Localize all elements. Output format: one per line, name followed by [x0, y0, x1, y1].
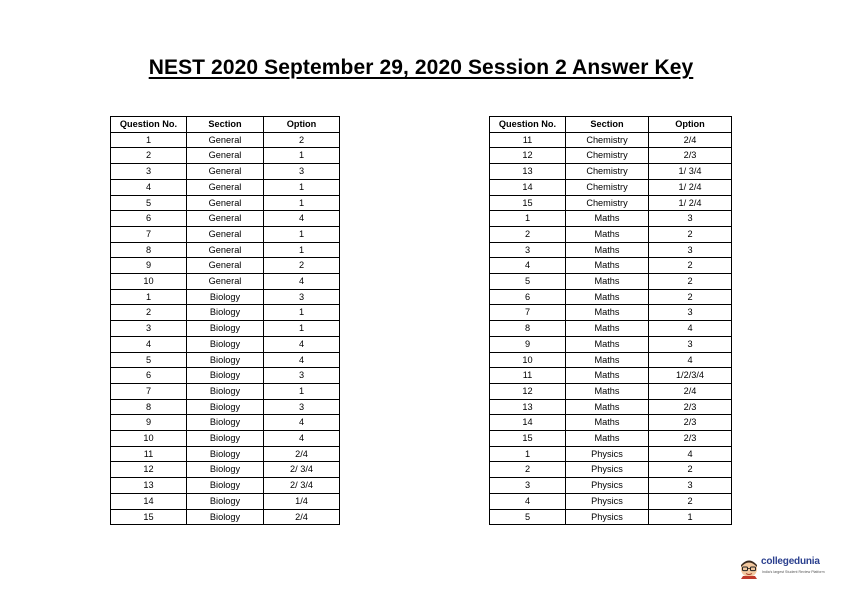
- question-no-cell: 12: [490, 383, 566, 399]
- question-no-cell: 7: [111, 226, 187, 242]
- question-no-cell: 15: [490, 431, 566, 447]
- logo-tagline: India's largest Student Review Platform: [762, 570, 825, 574]
- option-cell: 1/ 2/4: [649, 195, 732, 211]
- section-cell: Biology: [187, 431, 264, 447]
- table-row: [490, 305, 732, 321]
- question-no-cell: 3: [490, 242, 566, 258]
- option-cell: 3: [264, 164, 340, 180]
- section-cell: Chemistry: [566, 148, 649, 164]
- section-cell: Biology: [187, 446, 264, 462]
- table-row: [490, 195, 732, 211]
- option-cell: 2: [649, 274, 732, 290]
- option-cell: 4: [264, 431, 340, 447]
- question-no-cell: 2: [111, 148, 187, 164]
- column-header-section: Section: [187, 117, 264, 133]
- option-cell: 2: [649, 258, 732, 274]
- question-no-cell: 1: [490, 211, 566, 227]
- question-no-cell: 6: [490, 289, 566, 305]
- table-row: [111, 493, 340, 509]
- option-cell: 1: [264, 242, 340, 258]
- table-row: [111, 195, 340, 211]
- option-cell: 2: [649, 462, 732, 478]
- option-cell: 4: [649, 321, 732, 337]
- option-cell: 1/ 3/4: [649, 164, 732, 180]
- option-cell: 3: [649, 305, 732, 321]
- question-no-cell: 13: [111, 478, 187, 494]
- option-cell: 2: [264, 258, 340, 274]
- section-cell: General: [187, 274, 264, 290]
- question-no-cell: 3: [490, 478, 566, 494]
- question-no-cell: 4: [111, 179, 187, 195]
- table-row: [490, 462, 732, 478]
- table-row: [490, 211, 732, 227]
- question-no-cell: 8: [490, 321, 566, 337]
- option-cell: 3: [649, 478, 732, 494]
- question-no-cell: 12: [490, 148, 566, 164]
- table-row: [490, 352, 732, 368]
- section-cell: Biology: [187, 305, 264, 321]
- question-no-cell: 6: [111, 211, 187, 227]
- section-cell: Maths: [566, 211, 649, 227]
- table-row: [490, 383, 732, 399]
- question-no-cell: 2: [490, 226, 566, 242]
- table-header-row: [490, 117, 732, 133]
- section-cell: Biology: [187, 478, 264, 494]
- option-cell: 2: [264, 132, 340, 148]
- table-row: [111, 164, 340, 180]
- option-cell: 2/4: [264, 509, 340, 525]
- option-cell: 2/3: [649, 431, 732, 447]
- section-cell: General: [187, 179, 264, 195]
- column-header-question-no: Question No.: [111, 117, 187, 133]
- table-row: [111, 226, 340, 242]
- question-no-cell: 8: [111, 242, 187, 258]
- question-no-cell: 7: [111, 383, 187, 399]
- question-no-cell: 4: [490, 493, 566, 509]
- section-cell: General: [187, 211, 264, 227]
- question-no-cell: 10: [111, 274, 187, 290]
- table-row: [490, 258, 732, 274]
- section-cell: Biology: [187, 493, 264, 509]
- table-row: [111, 446, 340, 462]
- section-cell: Biology: [187, 321, 264, 337]
- section-cell: Physics: [566, 478, 649, 494]
- table-row: [490, 132, 732, 148]
- option-cell: 1: [264, 305, 340, 321]
- question-no-cell: 1: [111, 289, 187, 305]
- option-cell: 1: [649, 509, 732, 525]
- table-row: [490, 368, 732, 384]
- option-cell: 2/4: [649, 383, 732, 399]
- section-cell: Physics: [566, 509, 649, 525]
- section-cell: Maths: [566, 274, 649, 290]
- question-no-cell: 9: [111, 258, 187, 274]
- section-cell: Physics: [566, 462, 649, 478]
- column-header-question-no: Question No.: [490, 117, 566, 133]
- column-header-option: Option: [264, 117, 340, 133]
- option-cell: 3: [649, 242, 732, 258]
- option-cell: 2/4: [649, 132, 732, 148]
- question-no-cell: 14: [490, 179, 566, 195]
- table-row: [490, 336, 732, 352]
- option-cell: 1: [264, 226, 340, 242]
- section-cell: Maths: [566, 415, 649, 431]
- section-cell: Maths: [566, 258, 649, 274]
- table-row: [490, 321, 732, 337]
- option-cell: 4: [264, 352, 340, 368]
- option-cell: 2: [649, 493, 732, 509]
- question-no-cell: 4: [490, 258, 566, 274]
- option-cell: 4: [264, 274, 340, 290]
- section-cell: Chemistry: [566, 179, 649, 195]
- page-title: NEST 2020 September 29, 2020 Session 2 Answer Key: [148, 56, 694, 79]
- table-row: [111, 321, 340, 337]
- answer-key-table-right: [489, 116, 732, 525]
- table-row: [111, 368, 340, 384]
- table-row: [490, 478, 732, 494]
- option-cell: 2/3: [649, 399, 732, 415]
- option-cell: 4: [264, 211, 340, 227]
- question-no-cell: 5: [490, 509, 566, 525]
- table-row: [490, 431, 732, 447]
- question-no-cell: 7: [490, 305, 566, 321]
- question-no-cell: 9: [111, 415, 187, 431]
- option-cell: 4: [264, 336, 340, 352]
- question-no-cell: 1: [111, 132, 187, 148]
- question-no-cell: 14: [111, 493, 187, 509]
- option-cell: 4: [649, 446, 732, 462]
- question-no-cell: 2: [490, 462, 566, 478]
- option-cell: 4: [649, 352, 732, 368]
- table-row: [490, 164, 732, 180]
- table-row: [111, 258, 340, 274]
- table-row: [111, 132, 340, 148]
- column-header-section: Section: [566, 117, 649, 133]
- table-row: [111, 336, 340, 352]
- section-cell: Maths: [566, 399, 649, 415]
- question-no-cell: 15: [111, 509, 187, 525]
- table-row: [111, 179, 340, 195]
- option-cell: 3: [649, 336, 732, 352]
- option-cell: 1: [264, 383, 340, 399]
- section-cell: General: [187, 164, 264, 180]
- option-cell: 1: [264, 148, 340, 164]
- option-cell: 2/3: [649, 415, 732, 431]
- question-no-cell: 11: [490, 132, 566, 148]
- table-row: [490, 415, 732, 431]
- option-cell: 2/4: [264, 446, 340, 462]
- table-row: [490, 493, 732, 509]
- question-no-cell: 3: [111, 321, 187, 337]
- question-no-cell: 13: [490, 399, 566, 415]
- option-cell: 2/3: [649, 148, 732, 164]
- question-no-cell: 6: [111, 368, 187, 384]
- section-cell: Physics: [566, 493, 649, 509]
- question-no-cell: 13: [490, 164, 566, 180]
- question-no-cell: 8: [111, 399, 187, 415]
- section-cell: Biology: [187, 368, 264, 384]
- section-cell: Chemistry: [566, 164, 649, 180]
- student-mascot-icon: [738, 557, 760, 579]
- table-row: [490, 226, 732, 242]
- option-cell: 1: [264, 179, 340, 195]
- question-no-cell: 5: [490, 274, 566, 290]
- option-cell: 3: [264, 289, 340, 305]
- option-cell: 2/ 3/4: [264, 462, 340, 478]
- section-cell: Physics: [566, 446, 649, 462]
- option-cell: 3: [649, 211, 732, 227]
- section-cell: Chemistry: [566, 195, 649, 211]
- option-cell: 4: [264, 415, 340, 431]
- section-cell: Biology: [187, 352, 264, 368]
- table-row: [111, 478, 340, 494]
- question-no-cell: 3: [111, 164, 187, 180]
- table-row: [111, 352, 340, 368]
- section-cell: Biology: [187, 462, 264, 478]
- question-no-cell: 11: [490, 368, 566, 384]
- column-header-option: Option: [649, 117, 732, 133]
- table-row: [111, 462, 340, 478]
- question-no-cell: 10: [490, 352, 566, 368]
- table-row: [111, 274, 340, 290]
- question-no-cell: 4: [111, 336, 187, 352]
- section-cell: Maths: [566, 305, 649, 321]
- section-cell: General: [187, 242, 264, 258]
- table-row: [111, 431, 340, 447]
- section-cell: Maths: [566, 336, 649, 352]
- table-row: [111, 399, 340, 415]
- question-no-cell: 5: [111, 195, 187, 211]
- table-row: [111, 383, 340, 399]
- table-row: [111, 305, 340, 321]
- table-row: [111, 509, 340, 525]
- answer-key-table-left: [110, 116, 340, 525]
- option-cell: 2/ 3/4: [264, 478, 340, 494]
- question-no-cell: 11: [111, 446, 187, 462]
- section-cell: Biology: [187, 415, 264, 431]
- section-cell: Biology: [187, 383, 264, 399]
- option-cell: 1/2/3/4: [649, 368, 732, 384]
- question-no-cell: 15: [490, 195, 566, 211]
- table-row: [490, 148, 732, 164]
- section-cell: Maths: [566, 226, 649, 242]
- section-cell: Biology: [187, 509, 264, 525]
- section-cell: Maths: [566, 352, 649, 368]
- section-cell: General: [187, 148, 264, 164]
- section-cell: Maths: [566, 321, 649, 337]
- section-cell: Chemistry: [566, 132, 649, 148]
- logo-wordmark: collegedunia: [761, 556, 820, 567]
- section-cell: Maths: [566, 289, 649, 305]
- section-cell: General: [187, 226, 264, 242]
- table-row: [490, 242, 732, 258]
- section-cell: General: [187, 258, 264, 274]
- option-cell: 3: [264, 368, 340, 384]
- option-cell: 2: [649, 226, 732, 242]
- section-cell: Maths: [566, 383, 649, 399]
- question-no-cell: 12: [111, 462, 187, 478]
- option-cell: 1: [264, 321, 340, 337]
- table-row: [490, 399, 732, 415]
- section-cell: Biology: [187, 336, 264, 352]
- question-no-cell: 1: [490, 446, 566, 462]
- option-cell: 3: [264, 399, 340, 415]
- table-row: [490, 179, 732, 195]
- section-cell: Maths: [566, 242, 649, 258]
- section-cell: Biology: [187, 399, 264, 415]
- table-row: [490, 289, 732, 305]
- section-cell: Maths: [566, 431, 649, 447]
- table-header-row: [111, 117, 340, 133]
- section-cell: Biology: [187, 289, 264, 305]
- question-no-cell: 9: [490, 336, 566, 352]
- collegedunia-logo: [738, 555, 830, 581]
- table-row: [111, 289, 340, 305]
- question-no-cell: 14: [490, 415, 566, 431]
- table-row: [490, 274, 732, 290]
- option-cell: 1: [264, 195, 340, 211]
- section-cell: General: [187, 195, 264, 211]
- section-cell: Maths: [566, 368, 649, 384]
- option-cell: 2: [649, 289, 732, 305]
- question-no-cell: 10: [111, 431, 187, 447]
- section-cell: General: [187, 132, 264, 148]
- table-row: [111, 415, 340, 431]
- option-cell: 1/ 2/4: [649, 179, 732, 195]
- table-row: [111, 242, 340, 258]
- option-cell: 1/4: [264, 493, 340, 509]
- table-row: [111, 211, 340, 227]
- table-row: [490, 446, 732, 462]
- question-no-cell: 2: [111, 305, 187, 321]
- table-row: [490, 509, 732, 525]
- question-no-cell: 5: [111, 352, 187, 368]
- table-row: [111, 148, 340, 164]
